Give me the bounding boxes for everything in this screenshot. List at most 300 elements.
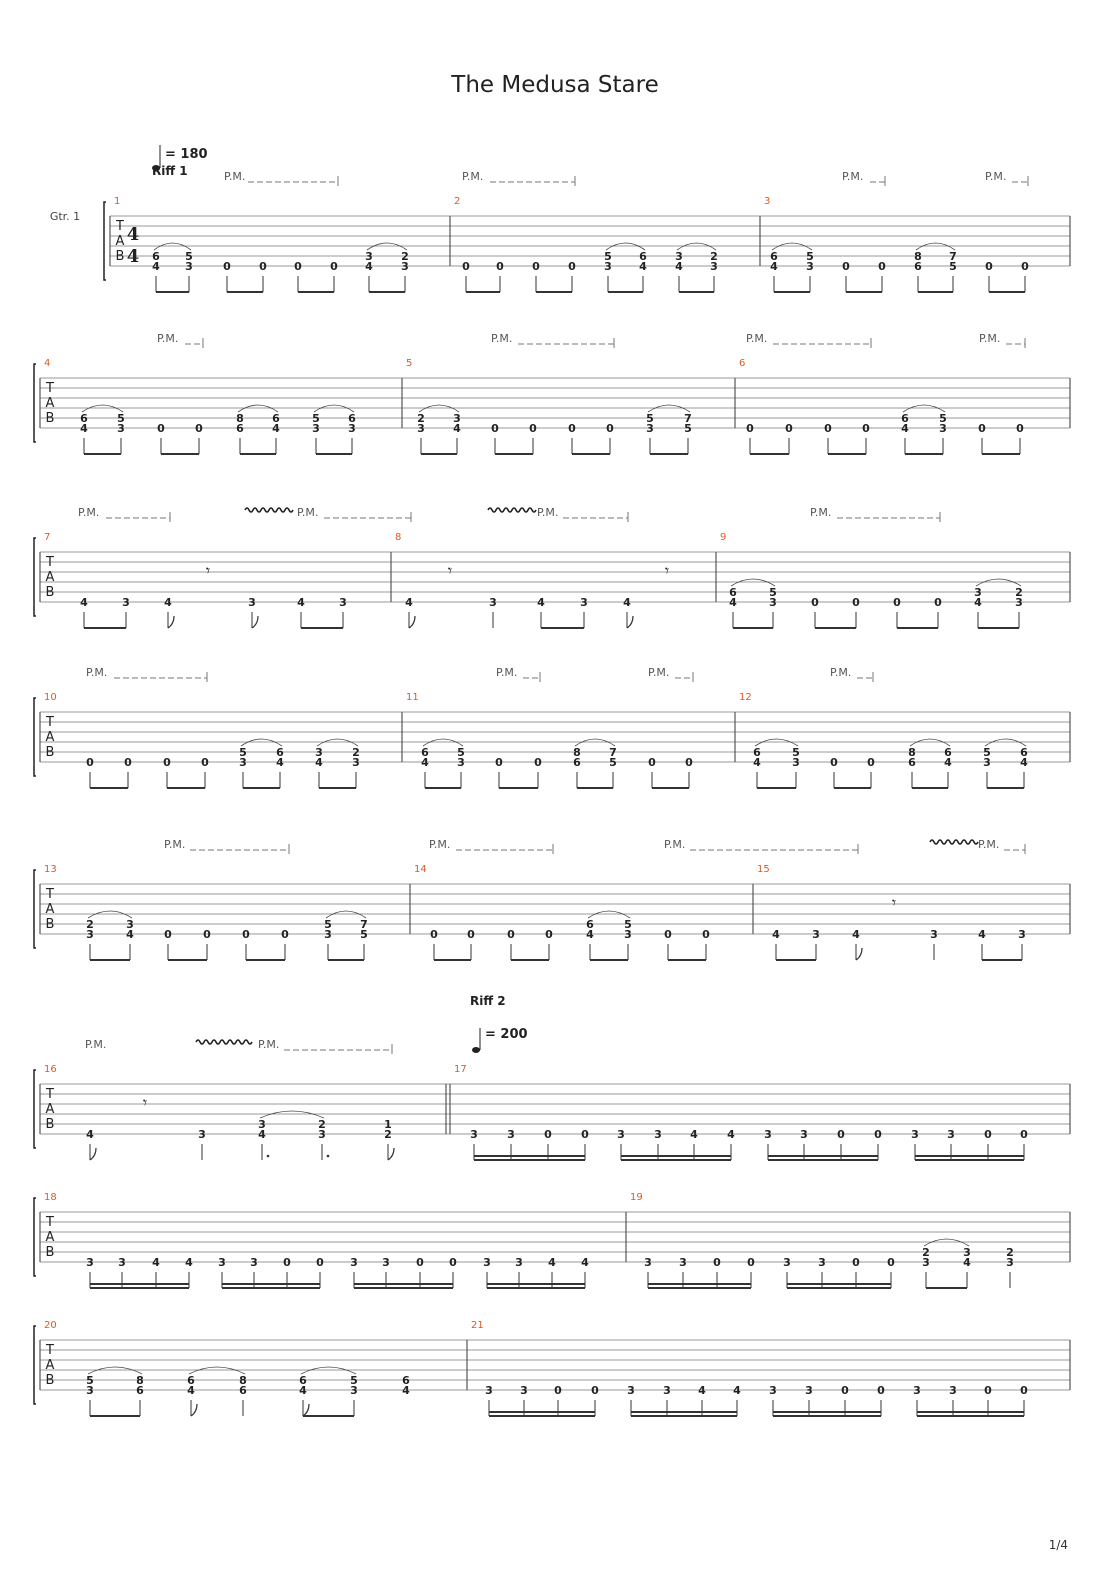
fret-number: 2 (352, 746, 360, 759)
fret-number: 3 (417, 422, 425, 435)
system-bracket (34, 364, 36, 442)
page-number: 1/4 (1048, 1538, 1068, 1552)
fret-number: 4 (733, 1384, 741, 1397)
fret-number: 0 (867, 756, 875, 769)
fret-number: 3 (348, 422, 356, 435)
fret-number: 0 (824, 422, 832, 435)
fret-number: 4 (164, 596, 172, 609)
fret-number: 3 (339, 596, 347, 609)
fret-number: 4 (974, 596, 982, 609)
fret-number: 6 (770, 250, 778, 263)
section-label: Riff 2 (470, 994, 506, 1008)
fret-number: 6 (729, 586, 737, 599)
fret-number: 4 (690, 1128, 698, 1141)
fret-number: 3 (644, 1256, 652, 1269)
fret-number: 3 (806, 260, 814, 273)
fret-number: 6 (80, 412, 88, 425)
measure-number: 13 (44, 864, 57, 875)
note-flag (409, 616, 415, 628)
tab-system (34, 508, 1070, 628)
fret-number: 3 (117, 422, 125, 435)
note-flag (252, 616, 258, 628)
fret-number: 0 (862, 422, 870, 435)
fret-number: 0 (544, 1128, 552, 1141)
system-bracket (34, 1070, 36, 1148)
fret-number: 3 (805, 1384, 813, 1397)
fret-number: 0 (842, 260, 850, 273)
fret-number: 2 (384, 1128, 392, 1141)
fret-number: 4 (581, 1256, 589, 1269)
fret-number: 3 (930, 928, 938, 941)
tab-clef-letter: B (45, 1373, 55, 1388)
fret-number: 0 (242, 928, 250, 941)
palm-mute-label: P.M. (85, 1038, 107, 1051)
fret-number: 3 (710, 260, 718, 273)
tab-system (104, 176, 1070, 292)
fret-number: 5 (604, 250, 612, 263)
fret-number: 0 (664, 928, 672, 941)
fret-number: 6 (639, 250, 647, 263)
fret-number: 3 (520, 1384, 528, 1397)
fret-number: 6 (136, 1384, 144, 1397)
measure-number: 19 (630, 1192, 643, 1203)
fret-number: 0 (591, 1384, 599, 1397)
fret-number: 0 (984, 1128, 992, 1141)
tab-clef-letter: B (45, 745, 55, 760)
fret-number: 6 (276, 746, 284, 759)
fret-number: 4 (272, 422, 280, 435)
fret-number: 3 (86, 1256, 94, 1269)
fret-number: 6 (187, 1374, 195, 1387)
tab-clef-letter: T (46, 381, 54, 396)
fret-number: 5 (792, 746, 800, 759)
note-flag (627, 616, 633, 628)
palm-mute-label: P.M. (746, 332, 768, 345)
palm-mute-label: P.M. (157, 332, 179, 345)
fret-number: 3 (453, 412, 461, 425)
fret-number: 0 (416, 1256, 424, 1269)
tempo-note-icon (472, 1047, 480, 1053)
fret-number: 3 (922, 1256, 930, 1269)
fret-number: 0 (837, 1128, 845, 1141)
note-flag (388, 1148, 394, 1160)
measure-number: 21 (471, 1320, 484, 1331)
fret-number: 3 (675, 250, 683, 263)
fret-number: 2 (922, 1246, 930, 1259)
fret-number: 4 (901, 422, 909, 435)
fret-number: 0 (713, 1256, 721, 1269)
fret-number: 5 (312, 412, 320, 425)
fret-number: 4 (978, 928, 986, 941)
tempo-marking: = 200 (485, 1027, 528, 1042)
fret-number: 3 (604, 260, 612, 273)
fret-number: 0 (449, 1256, 457, 1269)
fret-number: 5 (457, 746, 465, 759)
palm-mute-label: P.M. (537, 506, 559, 519)
fret-number: 0 (223, 260, 231, 273)
fret-number: 3 (800, 1128, 808, 1141)
fret-number: 4 (421, 756, 429, 769)
fret-number: 7 (360, 918, 368, 931)
fret-number: 6 (1020, 746, 1028, 759)
dot (267, 1155, 270, 1158)
measure-number: 10 (44, 692, 57, 703)
fret-number: 0 (529, 422, 537, 435)
system-bracket (34, 538, 36, 616)
vibrato-mark (488, 508, 536, 512)
fret-number: 0 (568, 422, 576, 435)
measure-number: 18 (44, 1192, 57, 1203)
fret-number: 8 (136, 1374, 144, 1387)
tab-clef-letter: B (115, 249, 125, 264)
tempo-marking: = 180 (165, 147, 208, 162)
fret-number: 3 (401, 260, 409, 273)
fret-number: 0 (893, 596, 901, 609)
fret-number: 4 (729, 596, 737, 609)
vibrato-mark (245, 508, 293, 512)
fret-number: 3 (947, 1128, 955, 1141)
fret-number: 3 (470, 1128, 478, 1141)
fret-number: 3 (315, 746, 323, 759)
palm-mute-label: P.M. (978, 838, 1000, 851)
tab-clef-letter: T (46, 1215, 54, 1230)
fret-number: 6 (944, 746, 952, 759)
measure-number: 3 (764, 196, 771, 207)
fret-number: 3 (654, 1128, 662, 1141)
fret-number: 0 (785, 422, 793, 435)
fret-number: 3 (489, 596, 497, 609)
fret-number: 6 (236, 422, 244, 435)
tab-clef-letter: A (115, 234, 125, 249)
fret-number: 2 (1015, 586, 1023, 599)
fret-number: 3 (1018, 928, 1026, 941)
fret-number: 3 (126, 918, 134, 931)
vibrato-mark (930, 840, 978, 844)
palm-mute-label: P.M. (664, 838, 686, 851)
fret-number: 5 (350, 1374, 358, 1387)
fret-number: 0 (203, 928, 211, 941)
fret-number: 6 (421, 746, 429, 759)
tab-clef-letter: A (45, 730, 55, 745)
fret-number: 6 (753, 746, 761, 759)
measure-number: 9 (720, 532, 727, 543)
fret-number: 3 (617, 1128, 625, 1141)
fret-number: 3 (939, 422, 947, 435)
fret-number: 4 (963, 1256, 971, 1269)
fret-number: 3 (507, 1128, 515, 1141)
fret-number: 4 (258, 1128, 266, 1141)
fret-number: 0 (195, 422, 203, 435)
fret-number: 0 (507, 928, 515, 941)
measure-number: 5 (406, 358, 413, 369)
fret-number: 0 (830, 756, 838, 769)
palm-mute-label: P.M. (78, 506, 100, 519)
fret-number: 0 (985, 260, 993, 273)
palm-mute-label: P.M. (979, 332, 1001, 345)
fret-number: 0 (874, 1128, 882, 1141)
tab-system (34, 1326, 1070, 1416)
fret-number: 3 (483, 1256, 491, 1269)
fret-number: 1 (384, 1118, 392, 1131)
fret-number: 0 (491, 422, 499, 435)
tab-clef-letter: A (45, 1230, 55, 1245)
fret-number: 4 (185, 1256, 193, 1269)
tab-clef-letter: T (46, 887, 54, 902)
fret-number: 3 (239, 756, 247, 769)
palm-mute-label: P.M. (985, 170, 1007, 183)
measure-number: 2 (454, 196, 461, 207)
fret-number: 3 (324, 928, 332, 941)
fret-number: 0 (495, 756, 503, 769)
fret-number: 3 (198, 1128, 206, 1141)
tab-clef-letter: B (45, 585, 55, 600)
tab-clef-letter: A (45, 570, 55, 585)
fret-number: 3 (485, 1384, 493, 1397)
fret-number: 7 (609, 746, 617, 759)
fret-number: 3 (350, 1384, 358, 1397)
fret-number: 0 (163, 756, 171, 769)
fret-number: 3 (365, 250, 373, 263)
fret-number: 0 (887, 1256, 895, 1269)
fret-number: 8 (236, 412, 244, 425)
note-flag (191, 1404, 197, 1416)
fret-number: 0 (554, 1384, 562, 1397)
fret-number: 3 (218, 1256, 226, 1269)
fret-number: 3 (248, 596, 256, 609)
fret-number: 0 (685, 756, 693, 769)
fret-number: 3 (624, 928, 632, 941)
palm-mute-label: P.M. (258, 1038, 280, 1051)
fret-number: 4 (80, 422, 88, 435)
fret-number: 0 (568, 260, 576, 273)
fret-number: 0 (841, 1384, 849, 1397)
fret-number: 0 (877, 1384, 885, 1397)
tab-clef-letter: B (45, 411, 55, 426)
fret-number: 3 (318, 1128, 326, 1141)
fret-number: 4 (297, 596, 305, 609)
fret-number: 0 (606, 422, 614, 435)
fret-number: 3 (118, 1256, 126, 1269)
fret-number: 3 (1006, 1256, 1014, 1269)
fret-number: 4 (753, 756, 761, 769)
measure-number: 11 (406, 692, 419, 703)
fret-number: 5 (239, 746, 247, 759)
eighth-rest: 𝄾 (447, 561, 453, 580)
fret-number: 6 (239, 1384, 247, 1397)
fret-number: 0 (124, 756, 132, 769)
fret-number: 3 (457, 756, 465, 769)
fret-number: 5 (939, 412, 947, 425)
fret-number: 0 (978, 422, 986, 435)
fret-number: 2 (86, 918, 94, 931)
palm-mute-label: P.M. (86, 666, 108, 679)
fret-number: 0 (811, 596, 819, 609)
measure-number: 8 (395, 532, 402, 543)
measure-number: 7 (44, 532, 51, 543)
fret-number: 0 (852, 1256, 860, 1269)
tab-clef-letter: A (45, 902, 55, 917)
fret-number: 3 (122, 596, 130, 609)
tab-clef-letter: B (45, 1245, 55, 1260)
fret-number: 4 (698, 1384, 706, 1397)
fret-number: 3 (792, 756, 800, 769)
fret-number: 5 (983, 746, 991, 759)
fret-number: 4 (852, 928, 860, 941)
fret-number: 3 (250, 1256, 258, 1269)
palm-mute-label: P.M. (496, 666, 518, 679)
fret-number: 0 (545, 928, 553, 941)
fret-number: 4 (402, 1384, 410, 1397)
measure-number: 12 (739, 692, 752, 703)
fret-number: 4 (770, 260, 778, 273)
fret-number: 0 (1020, 1384, 1028, 1397)
tab-clef-letter: T (46, 555, 54, 570)
fret-number: 0 (878, 260, 886, 273)
fret-number: 0 (984, 1384, 992, 1397)
fret-number: 3 (312, 422, 320, 435)
fret-number: 0 (648, 756, 656, 769)
palm-mute-label: P.M. (648, 666, 670, 679)
fret-number: 4 (187, 1384, 195, 1397)
fret-number: 5 (185, 250, 193, 263)
fret-number: 4 (405, 596, 413, 609)
fret-number: 3 (769, 1384, 777, 1397)
fret-number: 3 (580, 596, 588, 609)
fret-number: 5 (360, 928, 368, 941)
fret-number: 2 (417, 412, 425, 425)
fret-number: 3 (258, 1118, 266, 1131)
measure-number: 4 (44, 358, 51, 369)
fret-number: 3 (646, 422, 654, 435)
fret-number: 3 (812, 928, 820, 941)
fret-number: 6 (152, 250, 160, 263)
fret-number: 5 (949, 260, 957, 273)
time-sig-top: 4 (126, 224, 140, 245)
fret-number: 2 (710, 250, 718, 263)
fret-number: 3 (949, 1384, 957, 1397)
fret-number: 3 (382, 1256, 390, 1269)
fret-number: 4 (276, 756, 284, 769)
fret-number: 5 (624, 918, 632, 931)
system-bracket (34, 698, 36, 776)
fret-number: 4 (944, 756, 952, 769)
fret-number: 0 (316, 1256, 324, 1269)
system-bracket (104, 202, 106, 280)
measure-number: 14 (414, 864, 427, 875)
fret-number: 3 (974, 586, 982, 599)
fret-number: 3 (913, 1384, 921, 1397)
fret-number: 4 (315, 756, 323, 769)
system-bracket (34, 870, 36, 948)
fret-number: 6 (272, 412, 280, 425)
system-bracket (34, 1198, 36, 1276)
fret-number: 3 (764, 1128, 772, 1141)
fret-number: 0 (462, 260, 470, 273)
eighth-rest: 𝄾 (142, 1093, 148, 1112)
fret-number: 3 (783, 1256, 791, 1269)
fret-number: 2 (1006, 1246, 1014, 1259)
fret-number: 4 (152, 260, 160, 273)
tab-clef-letter: T (46, 1343, 54, 1358)
fret-number: 4 (365, 260, 373, 273)
fret-number: 3 (515, 1256, 523, 1269)
fret-number: 3 (352, 756, 360, 769)
note-flag (303, 1404, 309, 1416)
fret-number: 3 (86, 928, 94, 941)
measure-number: 20 (44, 1320, 57, 1331)
fret-number: 0 (1016, 422, 1024, 435)
system-bracket (34, 1326, 36, 1404)
fret-number: 0 (467, 928, 475, 941)
note-flag (90, 1148, 96, 1160)
fret-number: 8 (573, 746, 581, 759)
fret-number: 0 (1020, 1128, 1028, 1141)
fret-number: 0 (259, 260, 267, 273)
fret-number: 4 (675, 260, 683, 273)
fret-number: 0 (934, 596, 942, 609)
fret-number: 5 (684, 422, 692, 435)
fret-number: 3 (818, 1256, 826, 1269)
fret-number: 3 (963, 1246, 971, 1259)
page-title: The Medusa Stare (451, 72, 659, 98)
fret-number: 5 (86, 1374, 94, 1387)
tab-clef-letter: B (45, 1117, 55, 1132)
fret-number: 4 (548, 1256, 556, 1269)
fret-number: 0 (330, 260, 338, 273)
eighth-rest: 𝄾 (205, 561, 211, 580)
fret-number: 5 (769, 586, 777, 599)
fret-number: 5 (324, 918, 332, 931)
measure-number: 1 (114, 196, 121, 207)
tab-clef-letter: A (45, 1358, 55, 1373)
fret-number: 4 (152, 1256, 160, 1269)
fret-number: 0 (201, 756, 209, 769)
tab-system (34, 1040, 1070, 1160)
tab-clef-letter: A (45, 396, 55, 411)
fret-number: 3 (1015, 596, 1023, 609)
fret-number: 3 (350, 1256, 358, 1269)
fret-number: 4 (299, 1384, 307, 1397)
fret-number: 0 (581, 1128, 589, 1141)
tab-clef-letter: A (45, 1102, 55, 1117)
fret-number: 3 (663, 1384, 671, 1397)
tab-system (34, 1198, 1070, 1288)
track-label: Gtr. 1 (49, 210, 81, 223)
fret-number: 7 (684, 412, 692, 425)
fret-number: 3 (679, 1256, 687, 1269)
palm-mute-label: P.M. (224, 170, 246, 183)
palm-mute-label: P.M. (842, 170, 864, 183)
fret-number: 3 (769, 596, 777, 609)
palm-mute-label: P.M. (429, 838, 451, 851)
time-sig-bottom: 4 (126, 246, 140, 267)
fret-number: 5 (609, 756, 617, 769)
fret-number: 3 (185, 260, 193, 273)
fret-number: 4 (639, 260, 647, 273)
palm-mute-label: P.M. (491, 332, 513, 345)
fret-number: 6 (573, 756, 581, 769)
palm-mute-label: P.M. (164, 838, 186, 851)
fret-number: 0 (157, 422, 165, 435)
palm-mute-label: P.M. (462, 170, 484, 183)
fret-number: 8 (914, 250, 922, 263)
section-label: Riff 1 (152, 164, 188, 178)
fret-number: 4 (537, 596, 545, 609)
fret-number: 0 (1021, 260, 1029, 273)
palm-mute-label: P.M. (810, 506, 832, 519)
fret-number: 6 (908, 756, 916, 769)
fret-number: 0 (534, 756, 542, 769)
